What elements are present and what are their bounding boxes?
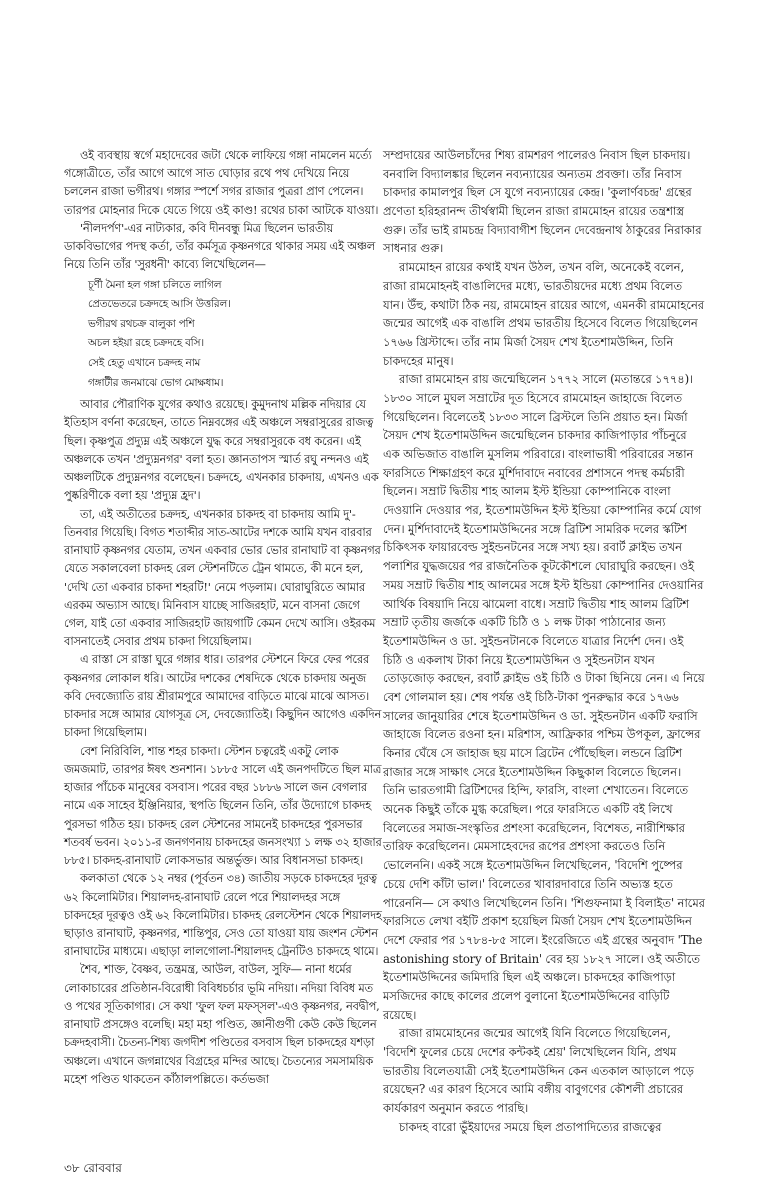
poem-line: ভগীরথ রথচক্র বালুকা পশি — [88, 317, 195, 330]
left-column — [64, 146, 382, 1088]
poem-line: প্রেতভেতরে চক্রদহে আসি উত্তরিল। — [88, 298, 231, 311]
poem-line: গঙ্গাটীর জনমাঝে ভোগ মোক্ষধাম। — [88, 376, 224, 389]
poem-line: সেই হেতু এখানে চক্রদহ নাম — [88, 357, 201, 370]
paragraph: চাকদহ বারো ভুঁইয়াদের সময়ে ছিল প্রতাপাদিত্যের রাজত্বের — [399, 1119, 662, 1134]
paragraph: শৈব, শাক্ত, বৈষ্ণব, তন্ত্রমন্ত্র, আউল, বাউল, সুফি— নানা ধর্মের লোকাচারের প্রতিষ্ঠান-বিরোধী বিবিধচর্চার ভূমি নদিয়া। নদিয়া বিবিধ মত ও পথের সূতিকাগার। সে কথা 'ফুল ফল মফস্সল'-এও কৃষ্ণনগর, নবদ্বীপ, রানাঘাট প্রসঙ্গেও বলেছি। মহা মহা পণ্ডিত, জ্ঞানীগুণী কেউ কেউ ছিলেন চক্রদহবাসী। চৈতন্য-শিষ্য জগদীশ পণ্ডিতের বসবাস ছিল চাকদহের যশড়া অঞ্চলে। এখানে জগন্নাথের বিগ্রহের মন্দির আছে। চৈতন্যের সমসাময়িক মহেশ পণ্ডিত থাকতেন কাঁঠালপল্লিতে। কর্তভজা — [64, 962, 380, 1086]
page-folio: ৩৮ রোববার — [64, 1161, 122, 1175]
paragraph: রাজা রামমোহন রায় জন্মেছিলেন ১৭৭২ সালে (মতান্তরে ১৭৭৪)। ১৮৩০ সালে মুঘল সম্রাটের দূত হিসেবে রামমোহন জাহাজে বিলেত গিয়েছিলেন। বিলেতেই ১৮৩৩ সালে ব্রিস্টলে তিনি প্রয়াত হন। মির্জা সৈয়দ শেখ ইতেশামউদ্দিন জন্মেছিলেন চাকদার কাজিপাড়ার পাঁচনুরে এক অভিজাত বাঙালি মুসলিম পরিবারে। বাংলাভাষী পরিবারের সন্তান ফারসিতে শিক্ষাগ্রহণ করে মুর্শিদাবাদে নবাবের প্রশাসনে পদস্থ কর্মচারী ছিলেন। সম্রাট দ্বিতীয় শাহ আলম ইস্ট ইন্ডিয়া কোম্পানিকে বাংলা দেওয়ানি দেওয়ার পর, ইতেশামউদ্দিন ইস্ট ইন্ডিয়া কোম্পানির কর্মে যোগ দেন। মুর্শিদাবাদেই ইতেশামউদ্দিনের সঙ্গে ব্রিটিশ সামরিক দলের স্কটিশ চিকিৎসক ফায়ারবেল্ড সুইন্ডনটনের সঙ্গে সখ্য হয়। রবার্ট ক্লাইভ তখন পলাশির যুদ্ধজয়ের পর রাজনৈতিক কূটকৌশলে ঘোরাঘুরি করছেন। ওই সময় সম্রাট দ্বিতীয় শাহ আলমের সঙ্গে ইস্ট ইন্ডিয়া কোম্পানির দেওয়ানির আর্থিক বিষয়াদি নিয়ে ঝামেলা বাধে। সম্রাট দ্বিতীয় শাহ আলম ব্রিটিশ সম্রাট তৃতীয় জর্জকে একটি চিঠি ও ১ লক্ষ টাকা পাঠানোর জন্য ইতেশামউদ্দিন ও ডা. সুইন্ডনটানকে বিলেতে যাত্রার নির্দেশ দেন। ওই চিঠি ও একলাখ টাকা নিয়ে ইতেশামউদ্দিন ও সুইন্ডনটান যখন তোড়জোড় করছেন, রবার্ট ক্লাইভ ওই চিঠি ও টাকা ছিনিয়ে নেন। এ নিয়ে বেশ গোলমাল হয়। শেষ পর্যন্ত ওই চিঠি-টাকা পুনরুদ্ধার করে ১৭৬৬ সালের জানুয়ারির শেষে ইতেশামউদ্দিন ও ডা. সুইন্ডনটান একটি ফরাসি জাহাজে বিলেত রওনা হন। মরিশাস, আফ্রিকার পশ্চিম উপকূল, ফ্রান্সের কিনার ঘেঁষে সে জাহাজ ছয় মাসে ব্রিটেন পৌঁছেছিল। লন্ডনে ব্রিটিশ রাজার সঙ্গে সাক্ষাৎ সেরে ইতেশামউদ্দিন কিছুকাল বিলেতে ছিলেন। তিনি ভারতগামী ব্রিটিশদের হিন্দি, ফারসি, বাংলা শেখাতেন। বিলেতে অনেক কিছুই তাঁকে মুগ্ধ করেছিল। পরে ফারসিতে একটি বই লিখে বিলেতের সমাজ-সংস্কৃতির প্রশংসা করেছিলেন, বিশেষত, নারীশিক্ষার তারিফ করেছিলেন। মেমসাহেবদের রূপের প্রশংসা করতেও তিনি ভোলেননি। একই সঙ্গে ইতেশামউদ্দিন লিখেছিলেন, 'বিদেশি পুষ্পের চেয়ে দেশি কাঁটা ভাল।' বিলেতের খাবারদাবারে তিনি অভ্যস্ত হতে পারেননি— সে কথাও লিখেছিলেন তিনি। 'শিগুফনামা ই বিলাইত' নামের ফারসিতে লেখা বইটি প্রকাশ হয়েছিল মির্জা সৈয়দ শেখ ইতেশামউদ্দিন দেশে ফেরার পর ১৭৮৪-৮৫ সালে। ইংরেজিতে এই গ্রন্থের অনুবাদ 'The astonishing story of Britain' বের হয় ১৮২৭ সালে। ওই অতীতে ইতেশামউদ্দিনের জমিদারি ছিল এই অঞ্চলে। চাকদহের কাজিপাড়া মসজিদের কাছে কালের প্রলেপ বুলানো ইতেশামউদ্দিনের বাড়িটি রয়েছে। — [383, 372, 705, 1022]
paragraph: আবার পৌরাণিক যুগের কথাও রয়েছে। কুমুদনাথ মল্লিক নদিয়ার যে ইতিহাস বর্ণনা করেছেন, তাতে নিম্নবঙ্গের এই অঞ্চলে সম্বরাসুরের রাজত্ব ছিল। কৃষ্ণপুত্র প্রদ্যুম্ন এই অঞ্চলে যুদ্ধ করে সম্বরাসুরকে বধ করেন। এই অঞ্চলকে তখন 'প্রদ্যুম্ননগর' বলা হত। জ্ঞানতাপস স্মার্ত রঘু নন্দনও এই অঞ্চলটিকে প্রদ্যুম্ননগর বলেছেন। চক্রদহে, এখনকার চাকদায়, এখনও এক পুষ্করিণীকে বলা হয় 'প্রদ্যুম্ন হ্রদ'। — [64, 397, 379, 503]
paragraph: ওই ব্যবস্থায় স্বর্গে মহাদেবের জটা থেকে লাফিয়ে গঙ্গা নামলেন মর্ত্যে গঙ্গোত্রীতে, তাঁর আগে আগে সাত ঘোড়ার রথে পথ দেখিয়ে নিয়ে চললেন রাজা ভগীরথ। গঙ্গার স্পর্শে সগর রাজার পুত্ররা প্রাণ পেলেন। তারপর মোহনার দিকে যেতে গিয়ে ওই কাণ্ড! রথের চাকা আটকে যাওয়া। — [64, 148, 379, 217]
paragraph: রামমোহন রায়ের কথাই যখন উঠল, তখন বলি, অনেকেই বলেন, রাজা রামমোহনই বাঙালিদের মধ্যে, ভারতীয়দের মধ্যে প্রথম বিলেত যান। উঁহু, কথাটা ঠিক নয়, রামমোহন রায়ের আগে, এমনকী রামমোহনের জন্মের আগেই এক বাঙালি প্রথম ভারতীয় হিসেবে বিলেত গিয়েছিলেন ১৭৬৬ খ্রিস্টাব্দে। তাঁর নাম মির্জা সৈয়দ শেখ ইতেশামউদ্দিন, তিনি চাকদহের মানুষ। — [383, 260, 704, 368]
paragraph: কলকাতা থেকে ১২ নম্বর (পূর্বতন ৩৪) জাতীয় সড়কে চাকদহের দূরত্ব ৬২ কিলোমিটার। শিয়ালদহ-রানাঘাট রেলে পরে শিয়ালদহর সঙ্গে চাকদহের দূরত্বও ওই ৬২ কিলোমিটার। চাকদহ রেলস্টেশন থেকে শিয়ালদহ ছাড়াও রানাঘাট, কৃষ্ণনগর, শান্তিপুর, সেও তো যাওয়া যায় জংশন স্টেশন রানাঘাটের মাধ্যমে। এছাড়া লালগোলা-শিয়ালদহ ট্রেনটিও চাকদহে থামে। — [64, 871, 382, 959]
paragraph: রাজা রামমোহনের জন্মের আগেই যিনি বিলেতে গিয়েছিলেন, 'বিদেশি ফুলের চেয়ে দেশের কন্টকই শ্রেয়' লিখেছিলেন যিনি, প্রথম ভারতীয় বিলেতযাত্রী সেই ইতেশামউদ্দিন কেন এতকাল আড়ালে পড়ে রয়েছেন? এর কারণ হিসেবে আমি বঙ্গীয় বাবুগণের কৌশলী প্রচারের কার্যকারণ অনুমান করতে পারছি। — [383, 1026, 694, 1116]
paragraph: 'নীলদর্পণ'-এর নাট্যকার, কবি দীনবন্ধু মিত্র ছিলেন ভারতীয় ডাকবিভাগের পদস্থ কর্তা, তাঁর কর্মসূত্র কৃষ্ণনগরে থাকার সময় এই অঞ্চল নিয়ে তিনি তাঁর 'সুরধনী' কাব্যে লিখেছিলেন— — [64, 220, 375, 272]
paragraph: এ রাস্তা সে রাস্তা ঘুরে গঙ্গার ধার। তারপর স্টেশনে ফিরে ফের পরের কৃষ্ণনগর লোকাল ধরি। আটের দশকের শেষদিকে থেকে চাকদায় অনুজ কবি দেবজ্যোতি রায় শ্রীরামপুরে আমাদের বাড়িতে মাঝে মাঝে আসত। চাকদার সঙ্গে আমার যোগসূত্র সে, দেবজ্যোতিই। কিছুদিন আগেও একদিন চাকদা গিয়েছিলাম। — [64, 652, 382, 740]
paragraph: বেশ নিরিবিলি, শান্ত শহর চাকদা। স্টেশন চত্বরেই একটু লোক জমজমাট, তারপর ঈষৎ শুনশান। ১৮৮৫ সালে এই জনপদটিতে ছিল মাত্র হাজার পাঁচেক মানুষের বসবাস। পরের বছর ১৮৮৬ সালে জন বেগলার নামে এক সাহেব ইঞ্জিনিয়ার, স্থপতি ছিলেন তিনি, তাঁর উদ্যোগে চাকদহ পুরসভা গঠিত হয়। চাকদহ রেল স্টেশনের সামনেই চাকদহের পুরসভার শতবর্ষ ভবন। ২০১১-র জনগণনায় চাকদহের জনসংখ্যা ১ লক্ষ ৩২ হাজার ৮৮৫। চাকদহ-রানাঘাট লোকসভার অন্তর্ভুক্ত। আর বিধানসভা চাকদহ। — [64, 743, 382, 868]
right-column — [383, 146, 705, 1136]
poem-line: চূর্ণী মৈনা হল গঙ্গা চলিতে লাগিল — [88, 278, 222, 291]
poem-quote — [88, 276, 382, 394]
paragraph: সম্প্রদায়ের আউলচাঁদের শিষ্য রামশরণ পালেরও নিবাস ছিল চাকদায়। বনবালি বিদ্যালঙ্কার ছিলেন নব্যন্যায়ের অন্যতম প্রবক্তা। তাঁর নিবাস চাকদার কামালপুর ছিল সে যুগে নব্যন্যায়ের কেন্দ্র। 'কুলার্ণবচন্দ্র' গ্রন্থের প্রণেতা হরিহরানন্দ তীর্থস্বামী ছিলেন রাজা রামমোহন রায়ের তন্ত্রশাস্ত্র গুরু। তাঁর ভাই রামচন্দ্র বিদ্যাবাগীশ ছিলেন দেবেন্দ্রনাথ ঠাকুরের নিরাকার সাধনার গুরু। — [383, 148, 702, 256]
poem-line: অচল হইয়া রহে চক্রদহে বসি। — [88, 337, 204, 350]
paragraph: তা, এই অতীতের চক্রদহ, এখনকার চাকদহ বা চাকদায় আমি দু'-তিনবার গিয়েছি। বিগত শতাব্দীর সাত-আটের দশকে আমি যখন বারবার রানাঘাট কৃষ্ণনগর যেতাম, তখন একবার ভোর ভোর রানাঘাট বা কৃষ্ণনগর যেতে সকালবেলা চাকদহ রেল স্টেশনটিতে ট্রেন থামতে, কী মনে হল, 'দেখি তো একবার চাকদা শহরটি!' নেমে পড়লাম। ঘোরাঘুরিতে আমার এরকম অভ্যাস আছে। মিনিবাস যাচ্ছে সাজিরহাট, মনে বাসনা জেগে গেল, যাই তো একবার সাজিরহাট জায়গাটি কেমন দেখে আসি। ওইরকম বাসনাতেই সেবার প্রথম চাকদা গিয়েছিলাম। — [64, 506, 381, 649]
